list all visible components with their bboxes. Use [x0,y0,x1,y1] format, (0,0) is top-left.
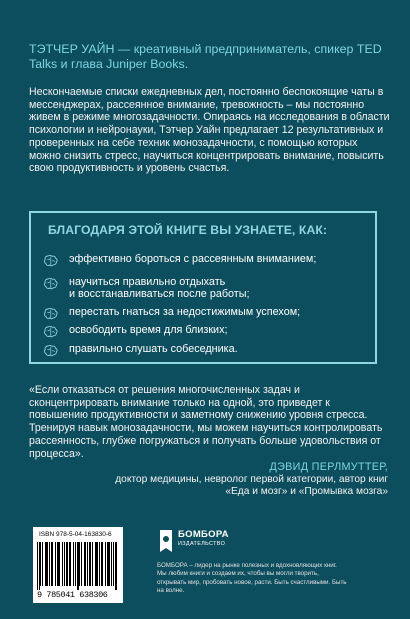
benefit-text: перестать гнаться за недостижимым успехом; [69,306,301,318]
isbn-label: ISBN 978-5-04-163830-6 [39,531,112,538]
benefit-item [44,276,364,300]
benefit-item [44,343,364,367]
benefit-item [44,253,364,277]
quote-author-role: доктор медицины, невролог первой категории, автор книг «Еда и мозг» и «Промывка мозга» [115,474,388,498]
benefits-box [29,211,377,364]
author-bio: ТЭТЧЕР УАЙН — креативный предприниматель, спикер TED Talks и глава Juniper Books. [29,42,382,71]
barcode-number: 9 785041 638306 [37,590,108,600]
barcode-icon [37,542,119,590]
publisher-subtitle: ИЗДАТЕЛЬСТВО [178,541,226,547]
quote: «Если отказаться от решения многочисленных задач и сконцентрировать внимание только на одной, это приведет к повышению продуктивности и заметному снижению уровня стресса. Тренируя навык монозадачности, мы можем научиться контролировать рассеянность, глубже погружаться и получать больше удовольствия от процесса». [29,384,383,460]
brain-icon [44,326,58,338]
brain-icon [44,255,58,267]
publisher-description: БОМБОРА – лидер на рынке полезных и вдохновляющих книг. Мы любим книги и создаем их, чтобы вы могли творить, открывать мир, пробовать новое, расти. Быть счастливыми. Быть на волне. [157,562,347,595]
barcode-block [33,527,123,603]
brain-icon [44,345,58,357]
benefit-text: правильно слушать собеседника. [69,343,238,355]
benefit-text: эффективно бороться с рассеянным вниманием; [69,253,317,265]
brain-icon [44,308,58,320]
brain-icon [44,278,58,290]
benefits-title: БЛАГОДАРЯ ЭТОЙ КНИГЕ ВЫ УЗНАЕТЕ, КАК: [48,223,328,237]
benefit-text: освободить время для близких; [69,324,228,336]
publisher-name: БОМБОРА [178,529,229,540]
quote-author-name: ДЭВИД ПЕРЛМУТТЕР, [269,461,388,473]
book-description: Нескончаемые списки ежедневных дел, постоянно беспокоящие чаты в мессенджерах, рассеянное внимание, тревожность – мы постоянно живем в режиме многозадачности. Опираясь на исследования в области психологии и нейронауки, Тэтчер Уайн предлагает 12 результативных и проверенных на себе техник монозадачности, с помощью которых можно снизить стресс, научиться концентрировать внимание, повысить свою продуктивность и уровень счастья. [29,86,390,175]
benefit-text: научиться правильно отдыхать и восстанавливаться после работы; [69,276,250,301]
publisher-logo-icon [157,528,175,554]
